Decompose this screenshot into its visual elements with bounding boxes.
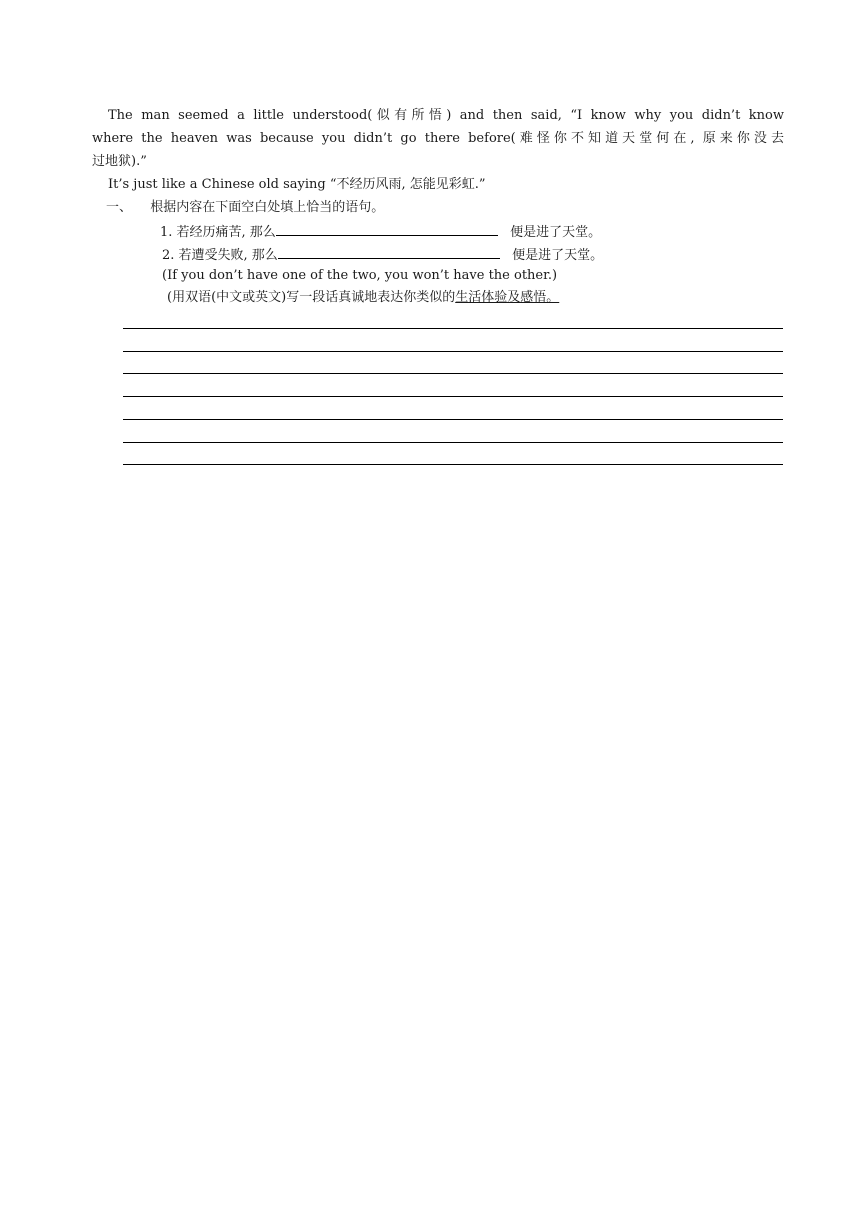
section-instruction: 根据内容在下面空白处填上恰当的语句。 xyxy=(150,200,385,215)
passage-line-1: The man seemed a little understood(似有所悟) and then said, “I know why you didn’t know xyxy=(108,108,784,123)
answer-line-3[interactable] xyxy=(123,373,783,374)
fill-item-2-blank[interactable] xyxy=(278,244,500,259)
passage-line-4: It’s just like a Chinese old saying “不经历风雨, 怎能见彩虹.” xyxy=(108,177,486,192)
fill-item-2-prefix: 2. 若遭受失败, 那么 xyxy=(162,248,278,263)
answer-line-1[interactable] xyxy=(123,328,783,329)
writing-prompt xyxy=(167,289,559,307)
fill-item-2-suffix: 便是进了天堂。 xyxy=(512,248,604,263)
section-number: 一、 xyxy=(106,200,133,215)
passage-line-3: 过地狱).” xyxy=(92,154,147,169)
answer-line-6[interactable] xyxy=(123,442,783,443)
fill-item-1 xyxy=(160,221,601,242)
fill-item-2 xyxy=(162,244,603,265)
fill-item-1-blank[interactable] xyxy=(276,221,498,236)
answer-line-4[interactable] xyxy=(123,396,783,397)
answer-line-7[interactable] xyxy=(123,464,783,465)
answer-line-2[interactable] xyxy=(123,351,783,352)
note-line: (If you don’t have one of the two, you won’t have the other.) xyxy=(162,268,558,283)
section-heading xyxy=(106,199,384,217)
writing-prompt-lead: (用双语(中文或英文)写一段话真诚地表达你类似的 xyxy=(167,290,456,305)
writing-prompt-underlined: 生活体验及感悟。 xyxy=(455,290,560,305)
fill-item-1-prefix: 1. 若经历痛苦, 那么 xyxy=(160,225,276,240)
passage-line-2: where the heaven was because you didn’t go there before(难怪你不知道天堂何在, 原来你没去 xyxy=(92,131,784,146)
fill-item-1-suffix: 便是进了天堂。 xyxy=(510,225,602,240)
answer-line-5[interactable] xyxy=(123,419,783,420)
